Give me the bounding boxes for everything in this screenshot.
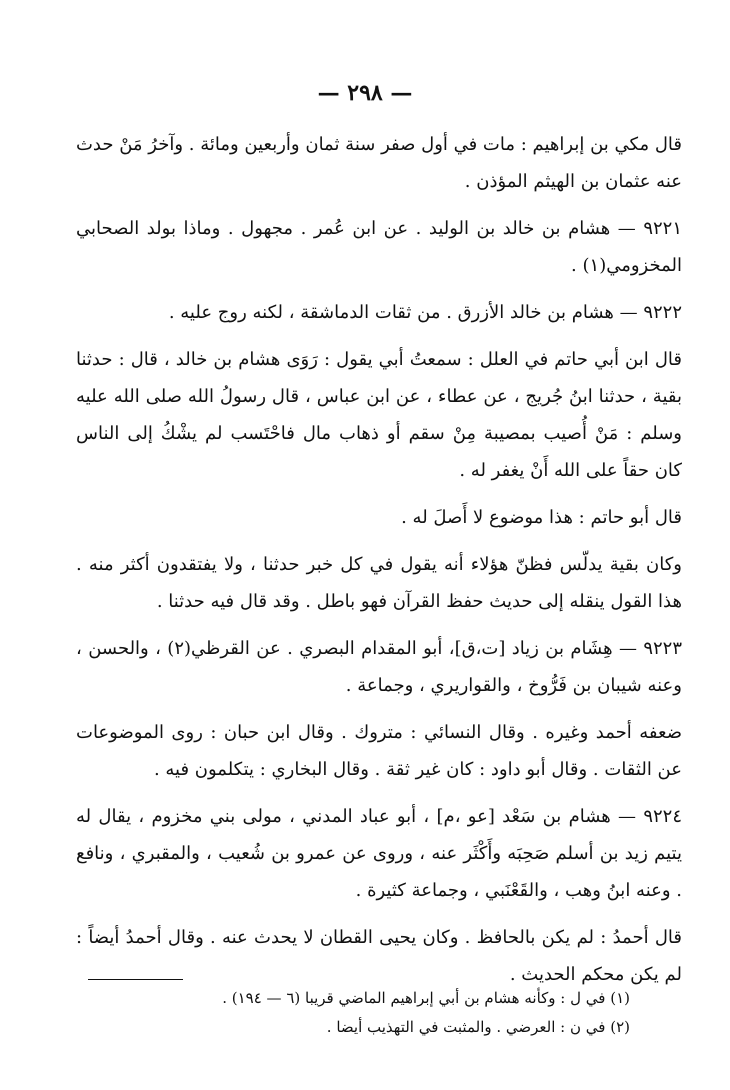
paragraph-baqiyya: وكان بقية يدلّس فظنّ هؤلاء أنه يقول في كل خبر حدثنا ، ولا يفتقدون أكثر منه . هذا القول ينقله إلى حديث حفظ القرآن فهو باطل . وقد قال فيه حدثنا .: [76, 554, 682, 612]
entry-9221: ٩٢٢١ — هشام بن خالد بن الوليد . عن ابن عُمر . مجهول . وماذا بولد الصحابي المخزومي(١) .: [76, 218, 682, 276]
paragraph-abu-hatim: قال أبو حاتم : هذا موضوع لا أَصلَ له .: [401, 507, 682, 528]
paragraph-makki-quote: قال مكي بن إبراهيم : مات في أول صفر سنة ثمان وأربعين ومائة . وآخرُ مَنْ حدث عنه عثمان بن الهيثم المؤذن .: [75, 134, 682, 192]
paragraph-ahmad: قال أحمدُ : لم يكن بالحافظ . وكان يحيى القطان لا يحدث عنه . وقال أحمدُ أيضاً : لم يكن محكم الحديث .: [76, 927, 682, 985]
entry-9224: ٩٢٢٤ — هشام بن سَعْد [عو ،م] ، أبو عباد المدني ، مولى بني مخزوم ، يقال له يتيم زيد بن أسلم صَحِبَه وأَكْثَر عنه ، وروى عن عمرو بن شُعيب ، والمقبري ، ونافع . وعنه ابنُ وهب ، والقَعْنَبي ، وجماعة كثيرة .: [76, 806, 682, 901]
entry-9222: ٩٢٢٢ — هشام بن خالد الأزرق . من ثقات الدماشقة ، لكنه روج عليه .: [168, 302, 682, 323]
entry-9223: ٩٢٢٣ — هِشَام بن زياد [ت،ق]، أبو المقدام البصري . عن القرظي(٢) ، والحسن ، وعنه شيبان بن فَرُّوخ ، والقواريري ، وجماعة .: [76, 638, 682, 696]
footnote-divider: [88, 979, 183, 980]
paragraph-ibn-abi-hatim: قال ابن أبي حاتم في العلل : سمعتُ أبي يقول : رَوَى هشام بن خالد ، قال : حدثنا بقية ، حدثنا ابنُ جُريج ، عن عطاء ، عن ابن عباس ، قال رسولُ الله صلى الله عليه وسلم : مَنْ أُصيب بمصيبة مِنْ سقم أو ذهاب مال فاحْتَسب لم يشْكُ إلى الناس كان حقاً على الله أَنْ يغفر له .: [76, 349, 682, 481]
page-number: — ٢٩٨ —: [317, 80, 413, 106]
footnote-1: (١) في ل : وكأنه هشام بن أبي إبراهيم الماضي قريبا (٦ — ١٩٤) .: [222, 989, 630, 1007]
footnote-2: (٢) في ن : العرضي . والمثبت في التهذيب أيضا .: [326, 1018, 630, 1036]
footnotes: [200, 984, 630, 1042]
paragraph-daafahu: ضعفه أحمد وغيره . وقال النسائي : متروك . وقال ابن حبان : روى الموضوعات عن الثقات . وقال أبو داود : كان غير ثقة . وقال البخاري : يتكلمون فيه .: [76, 722, 682, 780]
body-text: [76, 126, 682, 1003]
